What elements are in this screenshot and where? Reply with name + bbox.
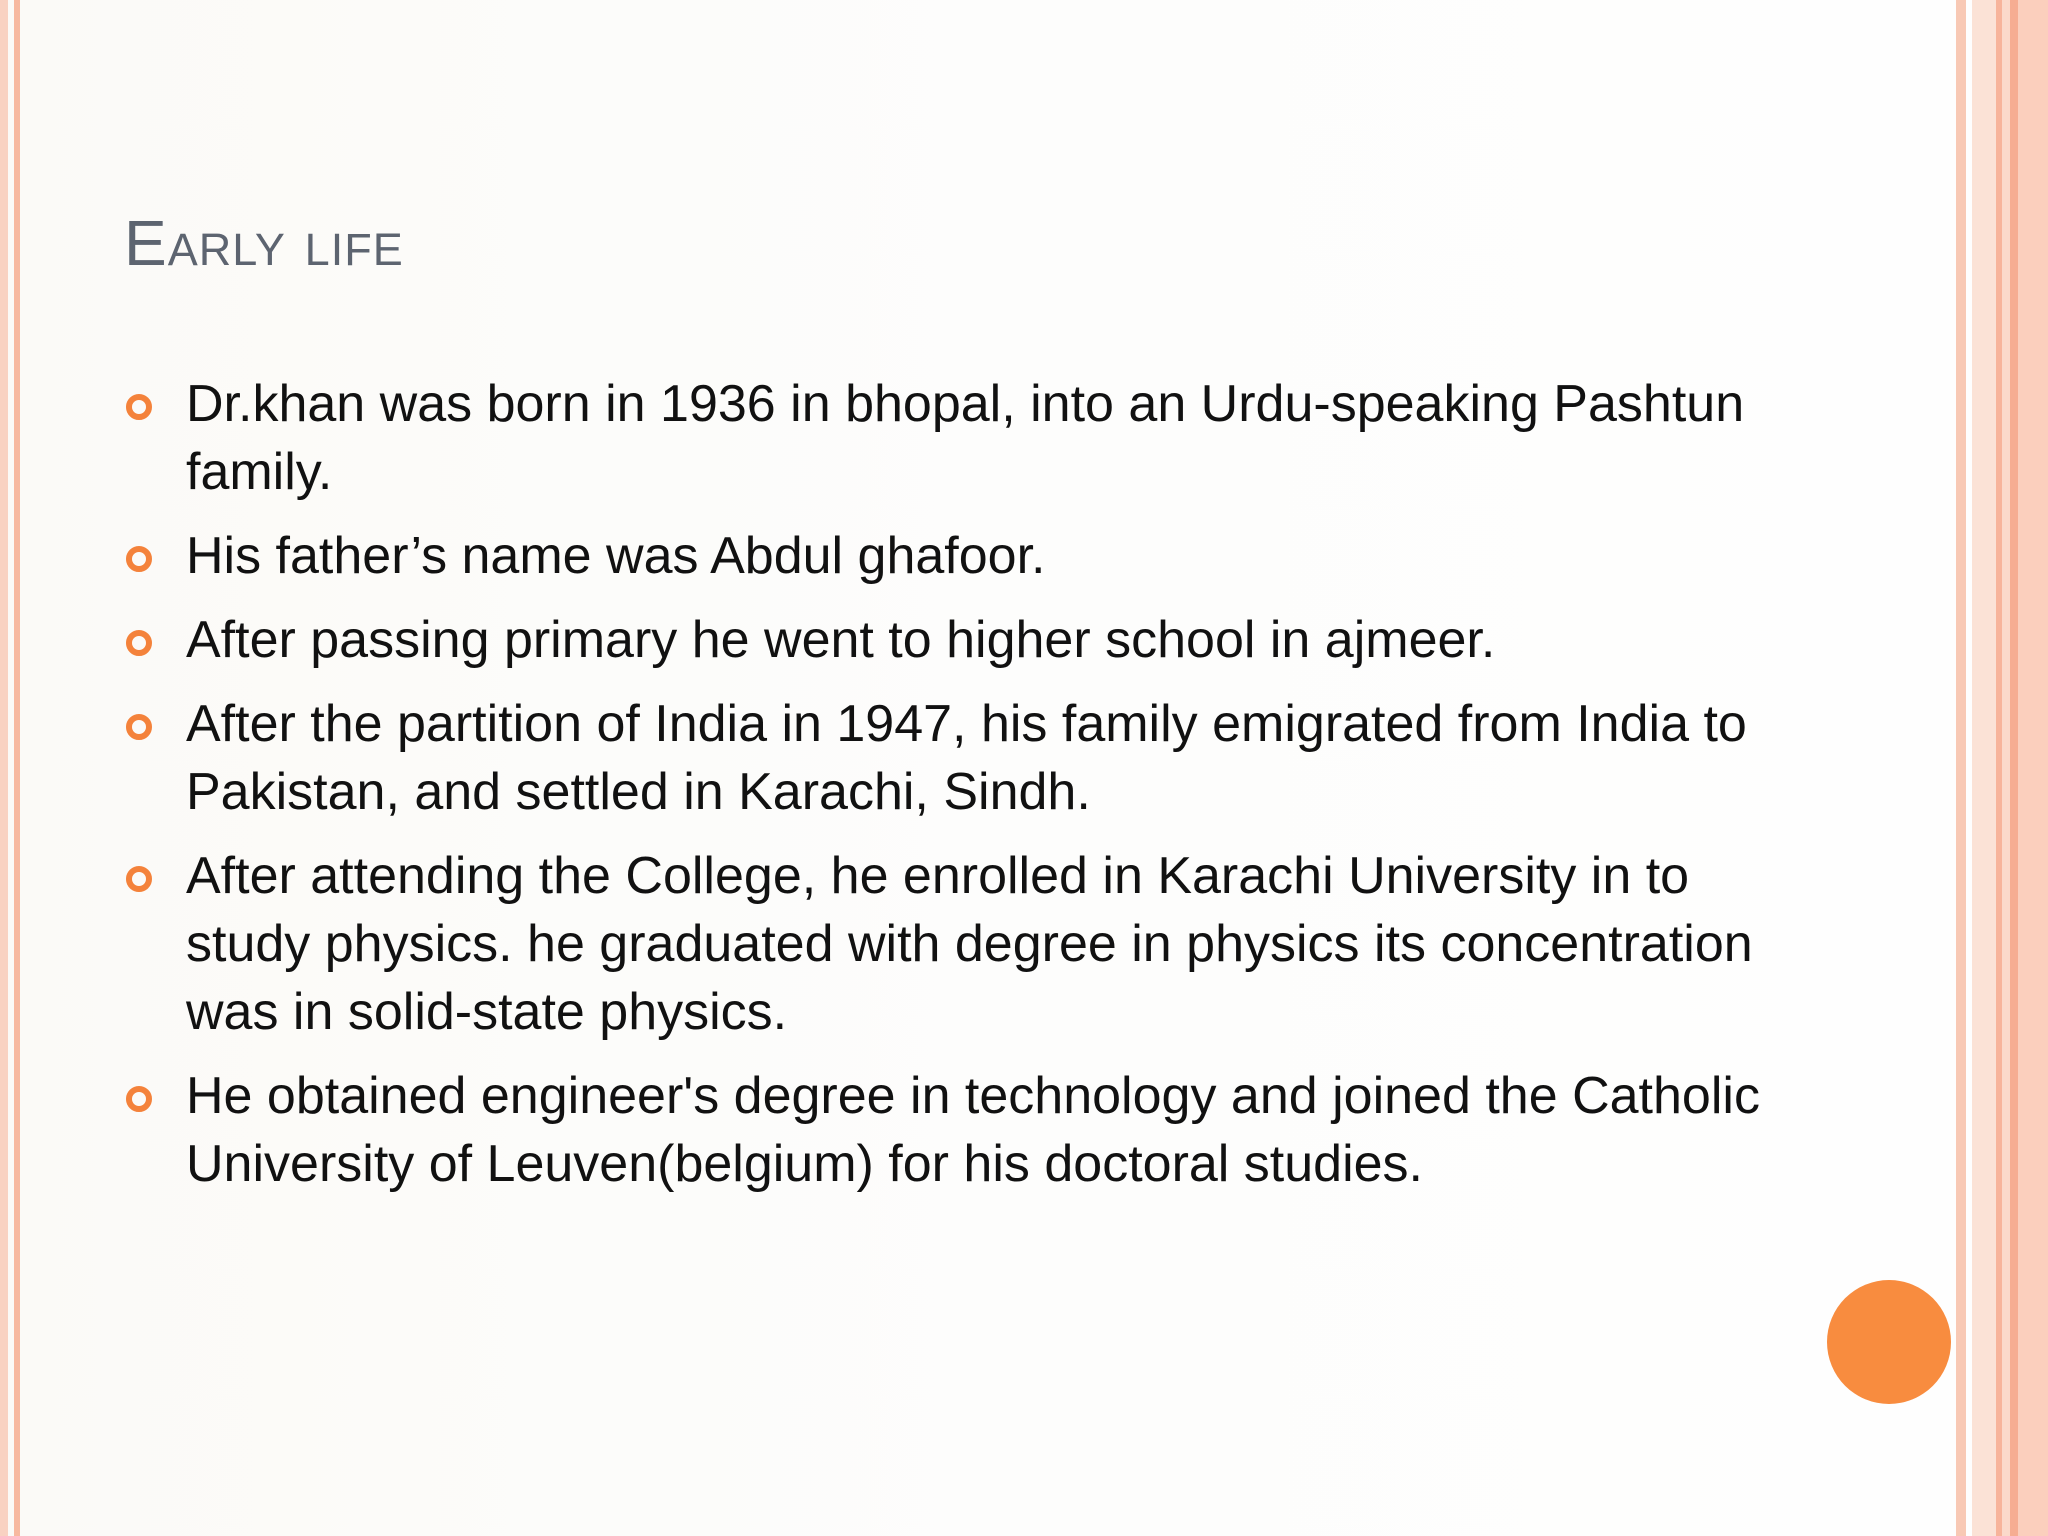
bullet-item [124, 1062, 1764, 1198]
bullet-text: After attending the College, he enrolled in Karachi University in to study physics. he graduated with degree in physics its concentration was in solid-state physics. [186, 847, 1753, 1041]
bullet-text: He obtained engineer's degree in technology and joined the Catholic University of Leuven(belgium) for his doctoral studies. [186, 1067, 1760, 1193]
orange-circle-decoration [1827, 1280, 1951, 1404]
bullet-list [124, 370, 1764, 1214]
bullet-circle-icon [126, 394, 152, 420]
left-border-outer [0, 0, 8, 1536]
bullet-circle-icon [126, 546, 152, 572]
bullet-circle-icon [126, 1086, 152, 1112]
bullet-circle-icon [126, 630, 152, 656]
right-border-stripe [1996, 0, 2048, 1536]
bullet-text: After the partition of India in 1947, his family emigrated from India to Pakistan, and settled in Karachi, Sindh. [186, 695, 1747, 821]
right-border-stripe [1972, 0, 1996, 1536]
bullet-text: Dr.khan was born in 1936 in bhopal, into an Urdu-speaking Pashtun family. [186, 375, 1745, 501]
bullet-circle-icon [126, 714, 152, 740]
left-border-inner [14, 0, 20, 1536]
bullet-text: His father’s name was Abdul ghafoor. [186, 527, 1046, 585]
bullet-text: After passing primary he went to higher school in ajmeer. [186, 611, 1496, 669]
bullet-item [124, 690, 1764, 826]
bullet-item [124, 842, 1764, 1046]
bullet-item [124, 522, 1764, 590]
bullet-item [124, 606, 1764, 674]
right-border-stripe [1956, 0, 1966, 1536]
bullet-circle-icon [126, 866, 152, 892]
bullet-item [124, 370, 1764, 506]
slide-title: Early life [124, 207, 404, 279]
